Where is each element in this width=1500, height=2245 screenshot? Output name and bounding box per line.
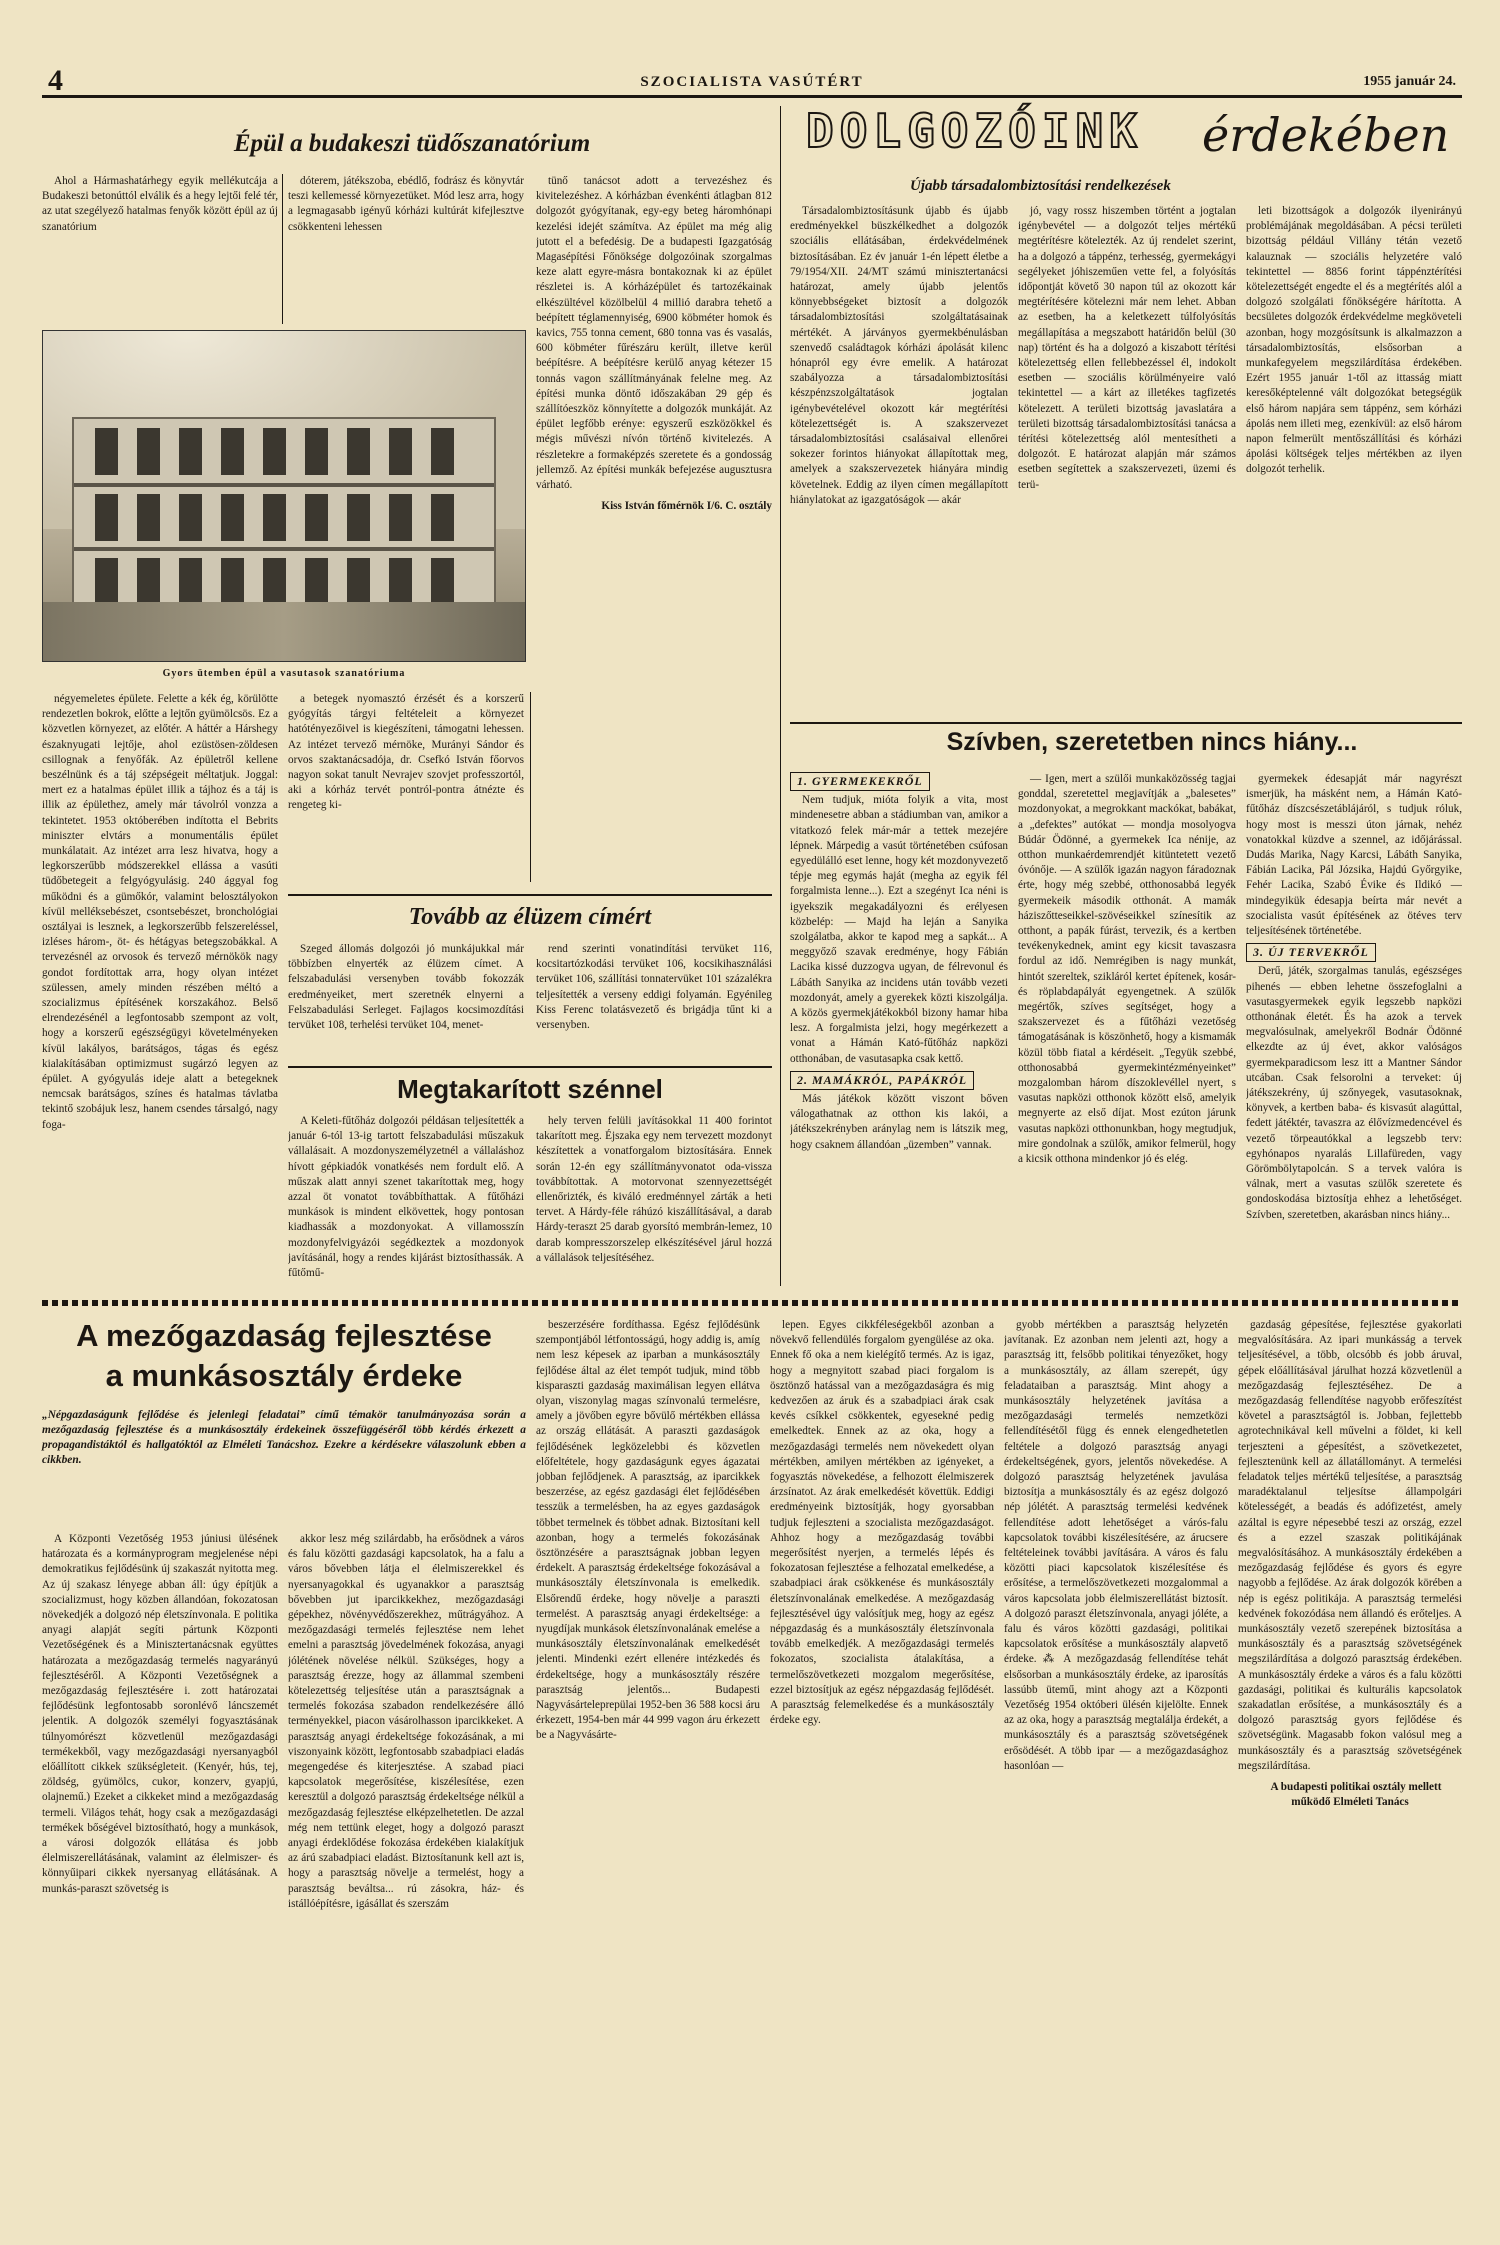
budakeszi-text-a: Ahol a Hármashatárhegy egyik mellékutcája a Budakeszi betonúttól elválik és a hegy lejtői felé tér, az utat szegélyező hatalmas fenyők között épül az új szanatórium bbox=[42, 175, 278, 233]
szivben-text-a: Nem tudjuk, mióta folyik a vita, most mindenesetre abban a stádiumban van, amikor a vitatkozó felek már-már a tettek mezejére lépnek. Márpedig a vasút történetében csúfosan egyedülálló eset lenne, hogy két mozdonyvezető tépje meg egymás haját (megha az egyik fél forgalmista lenne...). Ezt a szegényt Ica néni is igyekszik megakadályozni és erélyesen közbelép: — Majd ha leján a Sanyika szolgálatba, akkor te kapod meg a sapkát... A meggyőző szavak eredménye, hogy Fábián Lacika kissé duzzogva ugyan, de félrevonul és Lábáth Sanyika az incidens után tovább vezeti mozdonyát, amely a gyerekek közti kiszolgálja. A közös gyermekjátékokból bizony hamar hiba lesz. A forgalmista jelzi, hogy megérkezett a vonat a Hámán Kató-fűtőház napközi otthonában, de vasutasapka csak kettő. bbox=[790, 794, 1008, 1065]
szivben-headline: Szívben, szeretetben nincs hiány... bbox=[946, 728, 1358, 756]
page-header bbox=[42, 62, 1462, 98]
mezogazdasag-col1 bbox=[42, 1532, 278, 2222]
dolgozoink-subtitle: Újabb társadalombiztosítási rendelkezések bbox=[910, 178, 1171, 194]
tovabb-text-b: rend szerinti vonatindítási tervüket 116, kocsitartózkodási tervüket 106, kocsikihasználási tervüket 106, szállítási tonnatervüket 101 százalékra teljesítették a verseny eddigi folyamán. Egyénileg Kiss Ferenc tolatásvezető és brigádja tűnt ki a versenyben. bbox=[536, 943, 772, 1032]
mezogazdasag-text-c: beszerzésére fordíthassa. Egész fejlődésünk szempontjából létfontosságú, hogy addig is, amíg nem lesz képesek az iparban a munkásosztály fejlődése által az élet tempót tudjuk, mind több kisparaszti gazdaság maximálisan legyen ellátva olyan, viszonylag magas színvonalú termelésre, amely a jövőben egyre bővülő mértékben ellássa az ország ellátását. A paraszti gazdaságok fejlődésének legközelebbi és közvetlen előfeltétele, hogy gazdaságunk egyes ágazatai jobban fejlődjenek. A parasztság, az iparcikkek beszerzése, az egész gazdasági élet fejlődésében tesszük a termelésben, ha az egyes gazdaságok többet termelnek és többet adnak. Biztosítani kell azonban, hogy a termelés fokozásának ösztönzésére a parasztságnak jobban legyen érdekelt. A parasztság érdekeltsége fokozásával a munkásosztály életszínvonala is emelkedik. Elsőrendű érdeke, hogy növelje a paraszti termelést. A parasztság anyagi érdekeltsége: a nyugdíjak munkások életszínvonalának emelése a munkásosztály életszínvonalának emelkedését jelenti. Mindenki ezért ellenére intézkedés és érdekeltsége, hogy a munkásosztály részére parasztság jelentős... Budapesti Nagyvásárteleprepülai 1952-ben 36 588 kocsi áru érkezett, 1954-ben már 44 999 vagon áru érkezett be a Nagyvásárte- bbox=[536, 1319, 760, 1742]
dolgozoink-script-title: érdekében bbox=[1202, 108, 1450, 162]
budakeszi-text-b: dóterem, játékszoba, ebédlő, fodrász és könyvtár teszi kellemessé környezetüket. Mód lesz arra, hogy a legmagasabb igényű kórházi kultúrát kifejlesztve csökkenteni lehessen bbox=[288, 175, 524, 233]
mezogazdasag-text-e: gyobb mértékben a parasztság helyzetén javítanak. Ez azonban nem jelenti azt, hogy a parasztság itt, felsőbb politikai tényezőket, hogy a munkásosztály, az állam szerepét, úgy feladataiban a parasztság. Mint ahogy a munkásosztály helyzetének javítása a mezőgazdasági termelés nemzetközi fellendítésétől függ és ennek elengedhetetlen feltétele a dolgozó parasztság anyagi érdekeltségének, gyors, jelentős növekedése. A dolgozó parasztság helyzetének javulása biztosítja a munkásosztály és az egész dolgozó nép jólétét. A parasztság termelési kedvének fellendítése adott lehetőséget a várós-falu kapcsolatok további kiszélesítésére, az árucsere feltételeinek további javítására. A város és falu közötti piaci kapcsolatok kiszélesítése és erősítése, a termelőszövetkezeti mozgalommal a város kapcsolata jobb élelmiszerellátást biztosít. A dolgozó paraszt életszínvonala, anyagi jóléte, a falu és város közötti gazdasági, politikai kapcsolatok erősítése a munkásosztály alapvető érdeke. ⁂ A mezőgazdaság fellendítése tehát elsősorban a munkásosztály érdeke, az iparosítás lassúbb ütemű, mint ahogy azt a Központi Vezetőség 1954 októberi ülésén kijelölte. Ennek az az oka, hogy a parasztság megtalálja érdekét, a munkásosztály és a parasztság szövetségének erősödését. A több ipar — a mezőgazdasághoz hasonlóan — bbox=[1004, 1319, 1228, 1772]
mezogazdasag-signature: A budapesti politikai osztály mellett működő Elméleti Tanács bbox=[1270, 1781, 1442, 1809]
tovabb-headline: Tovább az élüzem címért bbox=[408, 904, 652, 930]
budakeszi-col3 bbox=[536, 174, 772, 834]
budakeszi-text-e: a betegek nyomasztó érzését és a korszerű gyógyítás tárgyi feltételeit a környezet hatótényezőivel is kiegészíteni, támogatni lehessen. Az intézet tervező mérnöke, Murányi Sándor és orvos szaktanácsadója, dr. Csefkó István főorvos nagyon sokat tanult Nevrajev szovjet professzortól, aki a kórház tervét pontról-pontra átnézte és rengeteg ki- bbox=[288, 693, 524, 812]
tovabb-text-a: Szeged állomás dolgozói jó munkájukkal már többízben elnyerték az élüzem címet. A felszabadulási versenyben tovább fokozzák eredményeiket, mert szeretnék elnyerni a Felszabadulási Serleget. Fajlagos kocsimozdítási tervüket 108, terhelési tervüket 104, menet- bbox=[288, 943, 524, 1032]
mezogazdasag-text-a: A Központi Vezetőség 1953 júniusi ülésének határozata és a kormányprogram megjelenése népi demokratikus fejlődésünk új szakaszát nyitotta meg. Az új szakasz lényege abban áll: úgy építjük a szocializmust, hogy közben állandóan, fokozatosan növekedjék a dolgozó nép életszínvonala. E politika anyagi alapját segíti pártunk Központi Vezetőségének és a Minisztertanácsnak együttes határozata a mezőgazdaság termelés nagyarányú fejlesztéséről. A Központi Vezetőségnek a mezőgazdaság fejlesztésére i. zott határozatai fejlődésünk legfontosabb soronlévő láncszemét jelentik. A dolgozók személyi fogyasztásának túlnyomórészt közvetlenül mezőgazdasági termékekből, vagy mezőgazdasági nyersanyagból előállított cikkek szükségleteit. (Kenyér, hús, tej, zöldség, gyümölcs, cukor, konzerv, gyapjú, olajnemű.) Ezeket a cikkeket mind a mezőgazdaság termeli. Világos tehát, hogy csak a mezőgazdasági termékek bőségével biztosítható, hogy a munkások, a városi dolgozók ellátása és jobb élelmiszerellátásának, valamint az élelmiszer- és könnyűipari cikkek nyersanyag ellátásának. A munkás-paraszt szövetség is bbox=[42, 1533, 278, 1895]
tovabb-col2 bbox=[536, 942, 772, 1060]
mezogazdasag-col5 bbox=[1004, 1318, 1228, 2222]
budakeszi-text-c: tünő tanácsot adott a tervezéshez és kivitelezéshez. A kórházban évenkénti átlagban 812 dolgozót gyógyítanak, egy-egy beteg háromhónapi kezelési idejét számítva. Az épület ma még alig jutott el a befedésig. De a budapesti Igazgatóság Magasépítési Főnöksége dolgozóinak szorgalmas keze alatt egyre-másra bontakoznak ki az épület részletei is. A kórházépület és tartozékainak elkészültével közölbelül 4 millió darabra tehető a beépített téglamennyiség, 6900 köbméter homok és kavics, 755 tonna cement, 680 tonna vas és vasalás, 600 köbméter fűrészáru került, illetve kerül beépítésre. A beépítésre kerülő anyag kétezer 15 tonnás vagon szállítmányának felelne meg. Az építési munka döntő időszakában 29 gép és szállítóeszköz könnyítette a dolgozók munkáját. Az épület legfőbb erénye: egyszerű eszközökkel és mégis művészi nívón történő kivitelezés. A részletekre a formaképzés szeretete és a gondosság jellemző. Az építési munkák befejezése augusztusra várható. bbox=[536, 175, 772, 492]
mezogazdasag-col6 bbox=[1238, 1318, 1462, 2222]
dolgozoink-text-c: leti bizottságok a dolgozók ilyenirányú problémájának megoldásában. A pécsi területi bizottság például Villány tétán vezető kalauznak — szociális helyzetére való tekintettel — 8856 forint táppénztérítési kötelezettségét engedte el és a megtérítés alól a dolgozó szolgálati főnökségére hárította. A becsületes dolgozók érdekvédelme megköveteli azonban, hogy mozgósítsunk is alkalmazzon a társadalombiztosítás, elsősorban a munkafegyelem megszilárdítása érdekében. Ezért 1955 január 1-től az ittasság miatt keresőképtelenné vált dolgozókat betegségük első három napjára sem táppénz, sem kórházi ápolás nem illeti meg, ezenkívül: az első három napon felmerült mentőszállítási és kórházi ápolási költségek teljes mértékben az ilyen dolgozót terhelik. bbox=[1246, 205, 1462, 476]
szivben-text-e: Derű, játék, szorgalmas tanulás, egészséges pihenés — ebben lehetne összefoglalni a vasutasgyermekek egyik legszebb napközi otthonának életét. És ha azok a tervek megvalósulnak, amelyekről Bodnár Ödönné elkezdte az új évet, akkor valóságos gyermekparadicsom lesz itt a Mantner Sándor utcában. Csak felsorolni a terveket: új játékszekrény, új szőnyegek, vasutasoknak, könyvek, a kertben baba- és kisvasút alagúttal, fedett játéktér, tavaszra az élővízmedencével és vezető törpeautókkal a legszebb terv: egyhónapos nyaralás Lillafüreden, vagy Görömbölytapolcán. S a tervek valóra is válnak, mert a vasutas szülők szeretete és gondoskodása biztosítja ehhez a lehetőséget. Szívben, szeretetben, akarásban nincs hiány... bbox=[1246, 965, 1462, 1221]
mezogazdasag-text-f: gazdaság gépesítése, fejlesztése gyakorlati megvalósítására. Az ipari munkásság a tervek teljesítésével, a több, olcsóbb és jobb áruval, gépek előállításával járulhat hozzá közvetlenül a mezőgazdaság fejlesztéséhez. De a mezőgazdaság fellendítése nagyobb erőfeszítést követel a parasztságtól is. Jobban, fejlettebb agrotechnikával kell művelni a földet, ki kell terjeszteni a gépesítést, a szövetkezetet, fejlesztenünk kell az állatállományt. A termelési feladatok teljes mértékű teljesítése, a parasztság maradéktalanul teljesítse állampolgári kötelességét, a beadás és adófizetést, amely azáltal is egyre népesebbé teszi az ország, ezzel és a ezzel szaszak politikájának megvalósításához. A munkásosztály érdekében a mezőgazdaság fejlődése és gyors és egyre nagyobb a fejlődése. Az árak dolgozók körében a nép is egész politikája. A parasztság termelési kedvének fokozódása nem állandó és erőteljes. A munkásosztály vezető szerepének biztosítása a munkásosztály és a parasztság szövetségének megszilárdítása a dolgozó parasztság érdekében. A munkásosztály érdeke a város és a falu közötti gazdasági, politikai és kulturális kapcsolatok szakadatlan erősítése, a munkásosztály és a dolgozó parasztság gyors fejlődése és szövetségünk. Magasabb fokon valósul meg a munkásosztály és a parasztság szövetségének megszilárdítása. bbox=[1238, 1319, 1462, 1772]
szen-text-b: hely terven felüli javításokkal 11 400 forintot takarított meg. Éjszaka egy nem tervezett mozdonyt készítettek a vonatforgalom biztosítására. Ennek során 12-én egy szállítmányvonatot oda-vissza továbbítottak. A motorvonat szennyezettségét ellenőrizték, és kiváló eredménnyel zárták a heti tervet. A Hárdy-féle ráhúzó kiszállításával, a darab Hárdy-teraszt 25 darab gyorsító membrán-lemez, 10 darab kompresszorszelep elkészítésével járul hozzá a vállalások teljesítéséhez. bbox=[536, 1115, 772, 1264]
box-uj-tervekrol-label: 3. ÚJ TERVEKRŐL bbox=[1246, 943, 1376, 962]
box-uj-tervekrol bbox=[1246, 943, 1462, 962]
budakeszi-headline: Épül a budakeszi tüdőszanatórium bbox=[233, 130, 591, 157]
dolgozoink-block-title: DOLGOZÓINK bbox=[806, 104, 1143, 158]
mezogazdasag-text-b: akkor lesz még szilárdabb, ha erősödnek a város és falu közötti gazdasági kapcsolatok, ha a falu a város bővebben látja el élelmiszerekkel és nyersanyagokkal és ugyanakkor a parasztság bővebben jut iparcikkekhez, mezőgazdasági gépekhez, növényvédőszerekhez, műtrágyához. A mezőgazdasági termelés fejlesztése nem lehet emelni a parasztság jövedelmének fokozása, anyagi jólétének növelése nélkül. Szükséges, hogy a parasztság érezze, hogy az állammal szembeni kötelezettség teljesítése után a parasztságnak a termelés fokozása szabadon rendelkezésére álló terményekkel, piacon vásárolhasson iparcikkeket. A parasztság anyagi érdekeltsége fokozásának, a mi viszonyaink között, legfontosabb szabadpiaci eladás megengedése és kiterjesztése. A szabad piaci kapcsolatok megerősítése, kiszélesítése, ezen keresztül a dolgozó parasztság érdekeltsége nélkül a mezőgazdaság fejlesztése elképzelhetetlen. De azzal még nem tettünk eleget, hogy a dolgozó paraszt anyagi érdeklődése fokozása érdekében kialakítjuk az árú szabadpiaci eladást. Biztosítanunk kell azt is, hogy a parasztság növelje a termelést, hogy a parasztság beváltsa... rú zásokra, ház- és istállóépítésre, igásállat és szerszám bbox=[288, 1533, 524, 1910]
dolgozoink-col1 bbox=[790, 204, 1008, 714]
budakeszi-text-d: négyemeletes épülete. Felette a kék ég, körülötte rendezetlen bokrok, előtte a lejtőn gyümölcsös. Ez a közvetlen környezet, az előtér. A háttér a Hárshegy északnyugati lejtője, ahol ezüstösen-zöldesen csillognak a fenyőfák. Az épületről kellene beszélnünk és a táj szépségeit méltatjuk. Joggal: mert ez a hatalmas épület illik a tájhoz és a táj is illik az épülethez, amely már távolról vonzza a tekintetet. 1953 októberében indította el Bebrits miniszter elvtárs a monumentális épület munkálatait. Az intézet arra lesz hivatva, hogy a legkorszerűbb módszerekkel ellássa a vasúti tüdőbetegeit a felgyógyulásig. 240 ággyal fog működni és a gümőkór, valamint belosztályokon kívül melléksebészet, csontsebészet, bronchológiai osztályai is lesznek, a legkorszerűbb felszereléssel, izléses három-, öt- és hétágyas betegszobákkal. A tervezésnél az orvosok és tervező mérnökök nagy gondot fordítottak arra, hogy olyan intézet szülessen, amely minden részében méltó a szocializmus építésének korszakához. Belső elrendezésénél a legfontosabb szempont az volt, hogy a korszerű egészségügyi követelményeken kívül lakályos, barátságos, tágas és egész kialakításában optimizmust sugárzó legyen az épület. A gyógyulás ideje alatt a betegeknek nemcsak barátságos, színes és hatalmas távlatba tekintő szobájuk lesz, hanem csendes társalgó, nagy foga- bbox=[42, 693, 278, 1131]
mezogazdasag-text-d: lepen. Egyes cikkféleségekből azonban a növekvő fellendülés forgalom gyengülése az oka. Ennek fő oka a nem kielégítő termés. Az is igaz, hogy a megnyitott szabad piaci forgalom is ösztönző hatással van a mezőgazdaságra és mig kedvezően az áruk és a szabadpiaci árak csak kevés csíkkel csökkentek, egyesekné pedig emelkedtek. Ennek az az oka, hogy a mezőgazdasági termelés nem növekedett olyan mértékben, amilyen mértékben az igényeket, a fogyasztás növekedése, a felhozott élelmiszerek árzsínatot. Az árak emelkedését követtük. Eddigi eredményeink biztosítják, hogy gyorsabban tudjuk fejleszteni a szocialista mezőgazdaságot. Ahhoz hogy a mezőgazdaság további megerősítést nyerjen, a termelés lépés és fokozatosan fejlesztése a felhozatal emelkedése, a szabadpiaci árak csökkenése és munkásosztály életszínvonalának emelkedése. A mezőgazdaság fejlesztésével úgy valósítjuk meg, hogy az egész népgazdaság és a munkásosztály életszínvonala tovább emelkedjék. A mezőgazdasági termelés fokozatos, szocialista átalakítása, a termelőszövetkezeti mozgalom megerősítése, ezzel biztosítjuk az egész népgazdaság fejlődését. A parasztság felemelkedése és a munkásosztály érdeke egy. bbox=[770, 1319, 994, 1727]
section-divider bbox=[42, 1300, 1462, 1306]
szen-headline: Megtakarított szénnel bbox=[397, 1074, 663, 1104]
dolgozoink-text-a: Társadalombiztosításunk újabb és újabb eredményekkel büszkélkedhet a dolgozók szociális ellátásában, érdekvédelmének biztosításában. Ez év január 1-én lépett életbe a 79/1954/XII. 24/MT számú minisztertanácsi határozat, amely újabb jelentős könnyebbségeket biztosít a dolgozók társadalombiztosítási szolgáltatásainak mértékét. A járványos gyermekbénulásban szenvedő családtagok kórházi ápolását kilenc hónapról egy évre emelik. A határozat szabályozza a társadalombiztosítási készpénzszolgáltatások jogtalan igénybevételével okozott kár megtérítési kötelezettségét is. A szakszervezet társadalombiztosítási csalásaival ellenőrei sokezer forintos hiányokat állapítottak meg, amelyek a szakszervezetek hiányára mindig követelnek. Eddig az ilyen címen megállapított hiánylatokat az igazgatóságok — akár bbox=[790, 205, 1008, 506]
szivben-col3 bbox=[1246, 772, 1462, 1292]
dolgozoink-text-b: jó, vagy rossz hiszemben történt a jogtalan igénybevétel — a dolgozót teljes mértékű megtérítésre kötelezték. Az új rendelet szerint, ha a dolgozó a táppénz, terhesség, gyermekágyi segélyeket jóhiszeműen vette fel, a folyósítás időpontját követő 30 napon túl az okozott kár megtérítésére kötelezni már nem lehet. Abban az esetben, ha a keletkezett túlfolyósítás megállapítása a megszabott határidőn belül (30 nap) történt és ha a dolgozó a kiszabott térítési kötelezettség ellen fellebbezéssel él, indokolt esetben — szociális körülményeire való tekintettel — a kárt az illetékes tagfizetés kötelezett. A területi bizottság javaslatára a területi bizottság társadalombiztosítási tanácsa a térítési kötelezettség alól mentesítheti a dolgozót. E határozat alapján már számos esetben segítettek a szakszervezeti, üzemi és terü- bbox=[1018, 205, 1236, 491]
szen-col1 bbox=[288, 1114, 524, 1284]
box-gyermekekrol bbox=[790, 772, 1008, 791]
dolgozoink-col2 bbox=[1018, 204, 1236, 714]
szivben-text-c: — Igen, mert a szülői munkaközösség tagjai gonddal, szeretettel megjavítják a „balesetes” mozdonyokat, a megrokkant mackókat, babákat, a „defektes” autókat — mondja mosolyogva Búdár Ödönné, a gyermekek Ica nénije, az otthon munkaérdemrendjét kitüntetett vezető óvónője. — A szülők igazán nagyon fáradoznak érte, hogy még szebbé, otthonosabbá legyék gyermekeik második otthonát. A mamák háziszőtteseikkel-szövéseikkel színesítik az otthont, a papák fúrást, tervezik, és a kertben tevékenykednek, amint egy kicsit tavaszasra fordul az idő. Nemrégiben is nagy munkát, hintót szereltek, szikláról kertet építenek, kosár- és röplabdapályát egyengetnek. A szülők megértők, szíves segítséget, hogy a szakszervezet és a fűtőházi vezetőség támogatásának is köszönhető, hogy a kismamák közül több fiatal a kérdéseit. „Tegyük szebbé, otthonosabbá gyermekintézményeinket” mozgalomban három díszoklevéllel nyert, s vasutas napközi otthonok között első, amelyik megnyerte az első díjat. Most ezúton járunk vasutas napközi otthonunkban, hogy megtudjuk, mire gondolnak a szülők, amikor felmerül, hogy a kicsik otthona mindenkor jó és elég. bbox=[1018, 773, 1236, 1166]
page-number: 4 bbox=[48, 64, 63, 97]
budakeszi-col2-top bbox=[288, 174, 524, 326]
mezogazdasag-col3 bbox=[536, 1318, 760, 2222]
mezogazdasag-col2 bbox=[288, 1532, 524, 2222]
szivben-text-b: Más játékok között viszont bőven válogathatnak az otthon kis lakói, a játékszekrényben aránylag nem is látszik meg, hogy csaknem állandóan „üzemben” vannak. bbox=[790, 1093, 1008, 1151]
box-mamakrol-label: 2. MAMÁKRÓL, PAPÁKRÓL bbox=[790, 1071, 974, 1090]
issue-date: 1955 január 24. bbox=[1363, 74, 1456, 89]
budakeszi-signature: Kiss István főmérnök I/6. C. osztály bbox=[601, 500, 772, 513]
mezogazdasag-headline-1: A mezőgazdaság fejlesztése bbox=[76, 1318, 492, 1353]
szivben-col1 bbox=[790, 772, 1008, 1292]
box-gyermekekrol-label: 1. GYERMEKEKRŐL bbox=[790, 772, 930, 791]
tovabb-col1 bbox=[288, 942, 524, 1060]
newspaper-page bbox=[42, 62, 1462, 2222]
budakeszi-col1-top bbox=[42, 174, 278, 326]
szivben-text-d: gyermekek édesapját már nagyrészt ismerjük, ha másként nem, a Hámán Kató-fűtőház díszcsészetáblájáról, s tudjuk róluk, hogy most is messzi úton járnak, nehéz vonatokkal küzdve a szennel, az időjárással. Dudás Marika, Nagy Karcsi, Lábáth Sanyika, Fábián Lacika, Pál Józsika, Hajdú Győrgyike, Fehér Lacika, Szabó Évike és Ildikó — mindegyikük édesapja beírta már nevét a szocialista vasút építésének az ötéves terv teljesítésének történetébe. bbox=[1246, 773, 1462, 938]
mezogazdasag-intro: „Népgazdaságunk fejlődése és jelenlegi feladatai” című témakör tanulmányozása során a mezőgazdaság fejlesztése és a munkásosztály érdekeinek összefüggéséről több kérdés érkezett a propagandistáktól és hallgatóktól az Elméleti Tanácshoz. Ezekre a kérdésekre válaszolunk ebben a cikkben. bbox=[42, 1409, 526, 1466]
mezogazdasag-col4 bbox=[770, 1318, 994, 2222]
mezogazdasag-headline-2: a munkásosztály érdeke bbox=[105, 1358, 463, 1393]
box-mamakrol bbox=[790, 1071, 1008, 1090]
photo-caption: Gyors ütemben épül a vasutasok szanatóriuma bbox=[162, 668, 406, 679]
szen-text-a: A Keleti-fűtőház dolgozói példásan teljesítették a január 6-tól 13-ig tartott felszabadulási műszakuk vállalásait. A mozdonyszemélyzetnél a vállaláshoz hívott gépkiadók vonatkésés nem fordult elő. A műszak alatt annyi szenet takarítottak meg, hogy azzal öt vonatot továbbíthattak. A fűtőházi munkások is mindent elkövettek, hogy pontosan kiadhassák a mozdonyokat. A villamosszín mozdonyfelvigyázói segédkeztek a mozdonyok javításánál, hogy a rendes kijárást biztosíthassák. A fűtőmű- bbox=[288, 1115, 524, 1280]
paper-title: SZOCIALISTA VASÚTÉRT bbox=[640, 74, 864, 90]
dolgozoink-col3 bbox=[1246, 204, 1462, 714]
sanatorium-photo bbox=[42, 330, 526, 662]
szen-col2 bbox=[536, 1114, 772, 1284]
budakeszi-col2-bottom bbox=[288, 692, 524, 884]
szivben-col2 bbox=[1018, 772, 1236, 1292]
